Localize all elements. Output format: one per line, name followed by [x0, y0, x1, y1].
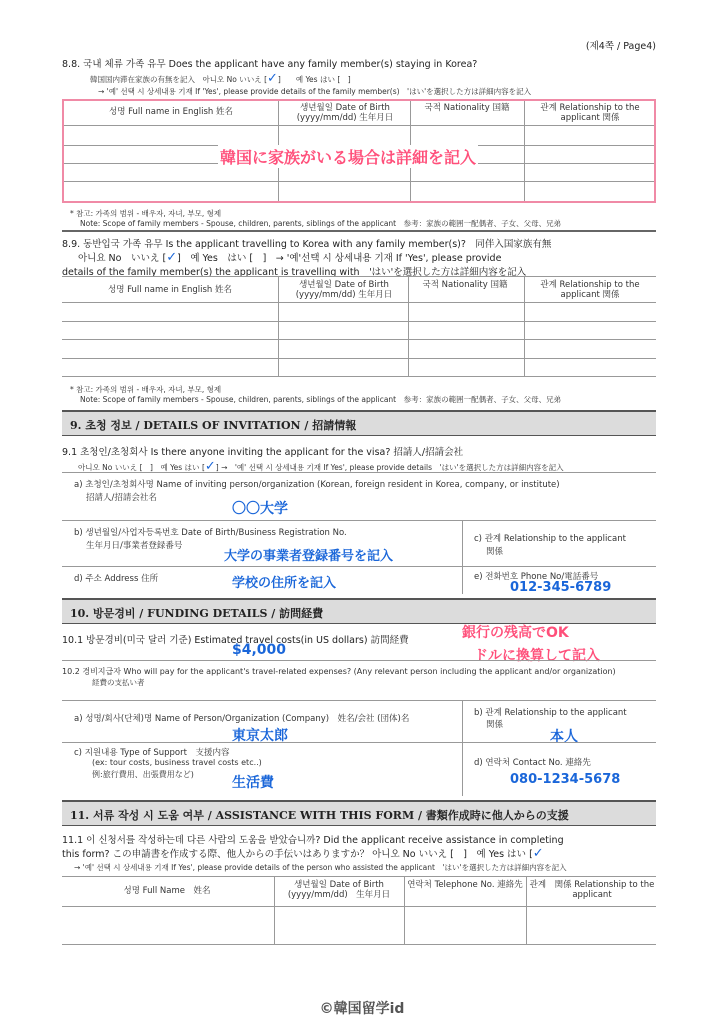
- q89-details: details of the family member(s) the applicant is travelling with 'はい'を選択した方は詳細内容を記入: [62, 267, 527, 278]
- q88-instruction: → '예' 선택 시 상세내용 기재 If 'Yes', please provide details of the family member(s) 'はい'を選択した方は詳細内容を記入: [98, 87, 532, 96]
- inviter-reg-label-jp: 生年月日/事業者登録番号: [86, 541, 183, 551]
- inviter-rel-label-jp: 関係: [486, 547, 504, 557]
- q111-options-text: this form? この申請書を作成する際、他人からの手伝いはありますか？ 아니오 No いいえ [ ] 예 Yes はい [: [62, 849, 533, 860]
- check-icon: ✓: [166, 250, 178, 265]
- q111-title: 11.1 이 신청서를 작성하는데 다른 사람의 도움을 받았습니까? Did the applicant receive assistance in completing: [62, 835, 564, 846]
- q89-family-table: [62, 276, 656, 376]
- section-10-title: 10. 방문경비 / FUNDING DETAILS / 訪問経費: [70, 607, 324, 620]
- inviter-rel-label: c) 관계 Relationship to the applicant: [474, 534, 626, 544]
- payer-contact-label: d) 연락처 Contact No. 連絡先: [474, 758, 591, 768]
- inviter-phone-value: 012-345-6789: [510, 580, 612, 595]
- q88-header-dob: 생년월일 Date of Birth (yyyy/mm/dd) 生年月日: [296, 103, 394, 123]
- q111-header-rel: 관계 関係 Relationship to the applicant: [529, 880, 655, 900]
- check-icon: ✓: [204, 459, 216, 474]
- check-icon: ✓: [532, 846, 544, 861]
- q89-header-nat: 국적 Nationality 国籍: [422, 280, 508, 290]
- q111-helper-table: [62, 876, 656, 944]
- section-11-header: [62, 800, 656, 826]
- payer-rel-label-jp: 関係: [486, 720, 504, 730]
- inviter-name-label: a) 초청인/초청회사명 Name of inviting person/organization (Korean, foreign resident in Korea, company, or institute): [74, 480, 560, 490]
- section-9-title: 9. 초청 정보 / DETAILS OF INVITATION / 招請情報: [70, 419, 357, 432]
- q89-note2: Note: Scope of family members - Spouse, children, parents, siblings of the applicant 参考：家族の範囲一配偶者、子女、父母、兄弟: [80, 395, 562, 404]
- q88-options-no: 韓国国内滞在家族の有無を記入 아니오 No いいえ [: [90, 75, 268, 84]
- q89-options-yes: ] 예 Yes はい [ ] → '예'선택 시 상세내용 기재 If 'Yes', please provide: [177, 253, 502, 264]
- q89-header-rel: 관계 Relationship to the applicant 関係: [540, 280, 640, 300]
- inviter-reg-value: 大学の事業者登録番号を記入: [224, 549, 394, 564]
- q111-header-tel: 연락처 Telephone No. 連絡先: [407, 880, 523, 890]
- inviter-phone-label: e) 전화번호 Phone No/電話番号: [474, 572, 599, 582]
- q89-note1: * 참고: 가족의 범위 - 배우자, 자녀, 부모, 형제: [70, 385, 222, 394]
- q91-title: 9.1 초청인/초청회사 Is there anyone inviting the applicant for the visa? 招請人/招請会社: [62, 447, 464, 458]
- q101-annotation-2: ドルに換算して記入: [474, 648, 600, 664]
- inviter-address-label: d) 주소 Address 住所: [74, 574, 159, 584]
- q111-header-name: 성명 Full Name 姓名: [123, 886, 211, 896]
- payer-name-label: a) 성명/회사(단체)명 Name of Person/Organization (Company) 姓名/会社 (団体)名: [74, 714, 410, 724]
- q88-header-rel: 관계 Relationship to the applicant 関係: [540, 103, 640, 123]
- q101-value: $4,000: [232, 642, 287, 658]
- page-number: (제4쪽 / Page4): [585, 41, 656, 52]
- q102-title-jp: 経費の支払い者: [92, 678, 145, 687]
- section-9-header: [62, 410, 656, 436]
- inviter-name-label-jp: 招請人/招請会社名: [86, 493, 157, 503]
- q91-options-pre: 아니오 No いいえ [ ] 예 Yes はい [: [78, 463, 205, 472]
- q88-annotation: 韓国に家族がいる場合は詳細を記入: [218, 145, 478, 168]
- inviter-reg-label: b) 생년월일/사업자등록번호 Date of Birth/Business Registration No.: [74, 528, 347, 538]
- support-type-example: (ex: tour costs, business travel costs etc..): [92, 758, 262, 767]
- q88-note1: * 참고: 가족의 범위 - 배우자, 자녀, 부모, 형제: [70, 209, 222, 218]
- payer-rel-value: 本人: [550, 729, 578, 745]
- copyright-footer: ©韓国留学id: [319, 1001, 405, 1017]
- check-icon: ✓: [267, 71, 278, 86]
- payer-rel-label: b) 관계 Relationship to the applicant: [474, 708, 627, 718]
- q89-header-dob: 생년월일 Date of Birth (yyyy/mm/dd) 生年月日: [295, 280, 393, 300]
- q111-header-dob: 생년월일 Date of Birth (yyyy/mm/dd) 生年月日: [287, 880, 391, 900]
- q89-title: 8.9. 동반입국 가족 유무 Is the applicant travelling to Korea with any family member(s)? 同伴入国家族有無: [62, 239, 552, 250]
- q91-options-post: ] → '예' 선택 시 상세내용 기재 If Yes', please provide details 'はい'を選択した方は詳細内容を記入: [215, 463, 564, 472]
- q89-header-name: 성명 Full name in English 姓名: [107, 285, 232, 295]
- q88-options-yes: ] 예 Yes はい [ ]: [277, 75, 351, 84]
- section-11-title: 11. 서류 작성 시 도움 여부 / ASSISTANCE WITH THIS FORM / 書類作成時に他人からの支援: [70, 809, 569, 822]
- q101-title: 10.1 방문경비(미국 달러 기준) Estimated travel costs(in US dollars) 訪問経費: [62, 635, 409, 646]
- q88-note2: Note: Scope of family members - Spouse, children, parents, siblings of the applicant 参考：家族の範囲一配偶者、子女、父母、兄弟: [80, 219, 562, 228]
- q88-family-table: [62, 99, 656, 203]
- q88-title: 8.8. 국내 체류 가족 유무 Does the applicant have any family member(s) staying in Korea?: [62, 59, 478, 70]
- q111-instruction: → '예' 선택 시 상세내용 기재 If Yes', please provide details of the person who assisted the applicant 'はい'を選択した方は詳細内容を記入: [74, 863, 567, 872]
- q102-title: 10.2 경비지급자 Who will pay for the applicant's travel-related expenses? (Any relevant person including the applicant and/or organization): [62, 667, 616, 676]
- q111-options: [62, 846, 544, 861]
- q88-options: [90, 71, 351, 86]
- support-type-example-jp: 例:旅行費用、出張費用など): [92, 770, 194, 779]
- payer-name-value: 東京太郎: [232, 728, 288, 744]
- q88-header-name: 성명 Full name in English 姓名: [108, 107, 233, 117]
- section-10-header: [62, 598, 656, 624]
- q101-annotation-1: 銀行の残高でOK: [462, 625, 569, 641]
- inviter-name-value: 〇〇大学: [232, 501, 288, 517]
- q89-options: [78, 250, 501, 265]
- payer-contact-value: 080-1234-5678: [510, 772, 621, 787]
- q89-options-no: 아니요 No いいえ [: [78, 253, 167, 264]
- q88-header-nat: 국적 Nationality 国籍: [424, 103, 510, 113]
- support-type-value: 生活費: [232, 775, 274, 791]
- inviter-address-value: 学校の住所を記入: [232, 576, 337, 591]
- support-type-label: c) 지원내용 Type of Support 支援内容: [74, 748, 230, 758]
